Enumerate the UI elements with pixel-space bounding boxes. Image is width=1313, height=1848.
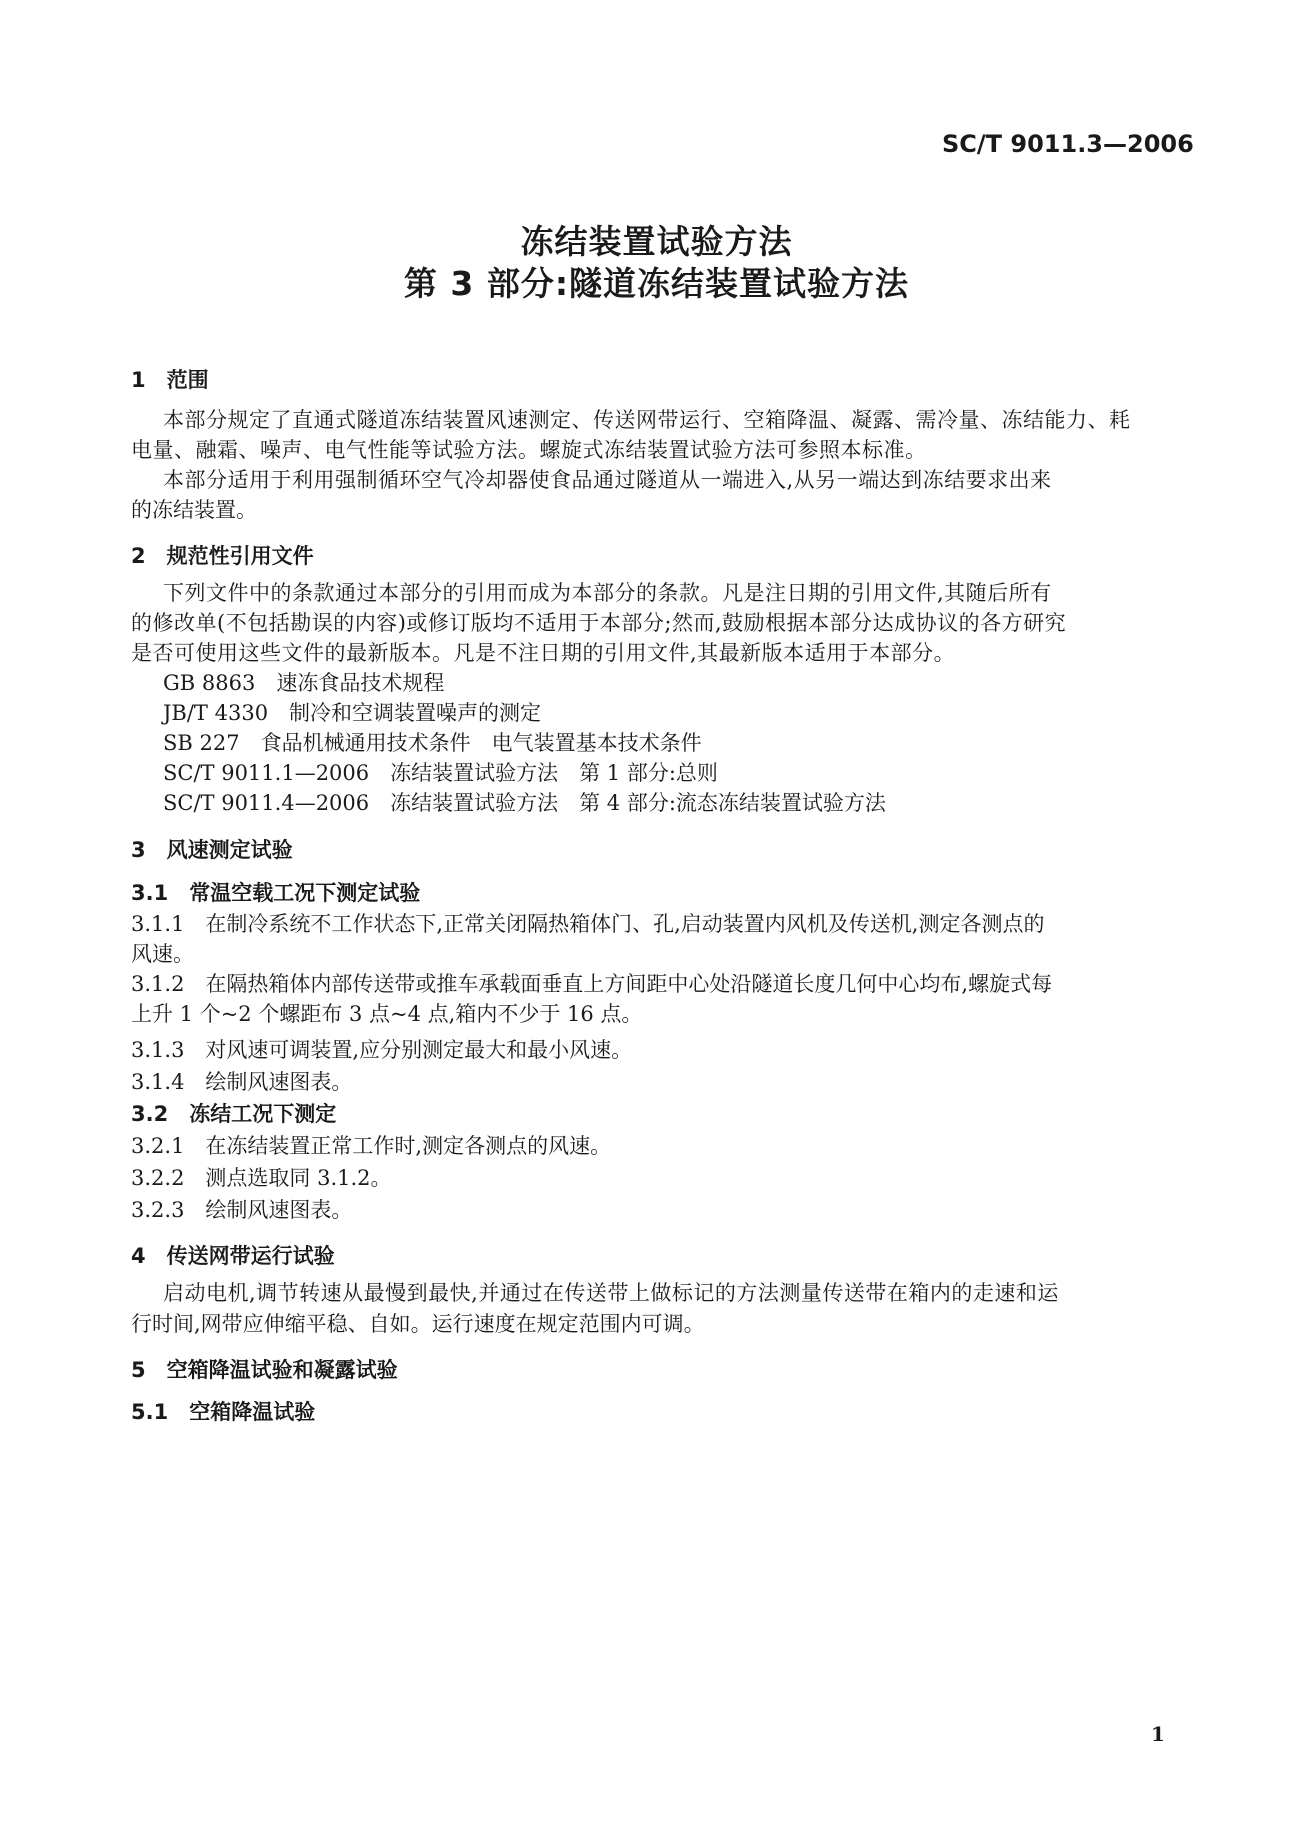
reference-gb-8863: GB 8863 速冻食品技术规程 [163,671,445,695]
clause-3-1-1-line-2: 风速。 [131,942,194,966]
standard-code: SC/T 9011.3—2006 [942,130,1194,158]
section-1-heading: 1 范围 [131,368,209,392]
section-2-heading: 2 规范性引用文件 [131,544,314,568]
clause-3-1-1-line-1: 3.1.1 在制冷系统不工作状态下,正常关闭隔热箱体门、孔,启动装置内风机及传送机,测定各测点的 [131,912,1045,936]
reference-sc-t-9011-1: SC/T 9011.1—2006 冻结装置试验方法 第 1 部分:总则 [163,761,718,785]
section-4-paragraph-line-1: 启动电机,调节转速从最慢到最快,并通过在传送带上做标记的方法测量传送带在箱内的走速和运 [163,1281,1059,1305]
document-title: 冻结装置试验方法 [520,222,793,261]
page-number: 1 [1151,1722,1165,1746]
section-5-1-heading: 5.1 空箱降温试验 [131,1400,316,1424]
clause-3-2-2: 3.2.2 测点选取同 3.1.2。 [131,1166,392,1190]
clause-3-2-3: 3.2.3 绘制风速图表。 [131,1198,353,1222]
clause-3-1-3: 3.1.3 对风速可调装置,应分别测定最大和最小风速。 [131,1038,633,1062]
section-2-paragraph-line-3: 是否可使用这些文件的最新版本。凡是不注日期的引用文件,其最新版本适用于本部分。 [131,641,956,665]
reference-sb-227: SB 227 食品机械通用技术条件 电气装置基本技术条件 [163,731,702,755]
section-3-heading: 3 风速测定试验 [131,838,293,862]
clause-3-1-2-line-1: 3.1.2 在隔热箱体内部传送带或推车承载面垂直上方间距中心处沿隧道长度几何中心均布,螺旋式每 [131,972,1053,996]
section-2-paragraph-line-1: 下列文件中的条款通过本部分的引用而成为本部分的条款。凡是注日期的引用文件,其随后所有 [163,581,1052,605]
reference-sc-t-9011-4: SC/T 9011.4—2006 冻结装置试验方法 第 4 部分:流态冻结装置试验方法 [163,791,886,815]
section-4-paragraph-line-2: 行时间,网带应伸缩平稳、自如。运行速度在规定范围内可调。 [131,1312,705,1336]
document-subtitle: 第 3 部分:隧道冻结装置试验方法 [403,264,910,303]
section-1-paragraph-1-line-2: 电量、融霜、噪声、电气性能等试验方法。螺旋式冻结装置试验方法可参照本标准。 [131,438,927,462]
section-3-1-heading: 3.1 常温空载工况下测定试验 [131,881,421,905]
section-5-heading: 5 空箱降温试验和凝露试验 [131,1358,398,1382]
clause-3-2-1: 3.2.1 在冻结装置正常工作时,测定各测点的风速。 [131,1134,612,1158]
section-3-2-heading: 3.2 冻结工况下测定 [131,1102,337,1126]
reference-jb-t-4330: JB/T 4330 制冷和空调装置噪声的测定 [163,701,542,725]
section-1-paragraph-2-line-1: 本部分适用于利用强制循环空气冷却器使食品通过隧道从一端进入,从另一端达到冻结要求出来 [163,468,1052,492]
section-2-paragraph-line-2: 的修改单(不包括勘误的内容)或修订版均不适用于本部分;然而,鼓励根据本部分达成协议的各方研究 [131,611,1067,635]
section-4-heading: 4 传送网带运行试验 [131,1244,335,1268]
clause-3-1-4: 3.1.4 绘制风速图表。 [131,1070,353,1094]
clause-3-1-2-line-2: 上升 1 个~2 个螺距布 3 点~4 点,箱内不少于 16 点。 [131,1002,643,1026]
section-1-paragraph-2-line-2: 的冻结装置。 [131,498,257,522]
section-1-paragraph-1-line-1: 本部分规定了直通式隧道冻结装置风速测定、传送网带运行、空箱降温、凝露、需冷量、冻结能力、耗 [163,408,1131,432]
